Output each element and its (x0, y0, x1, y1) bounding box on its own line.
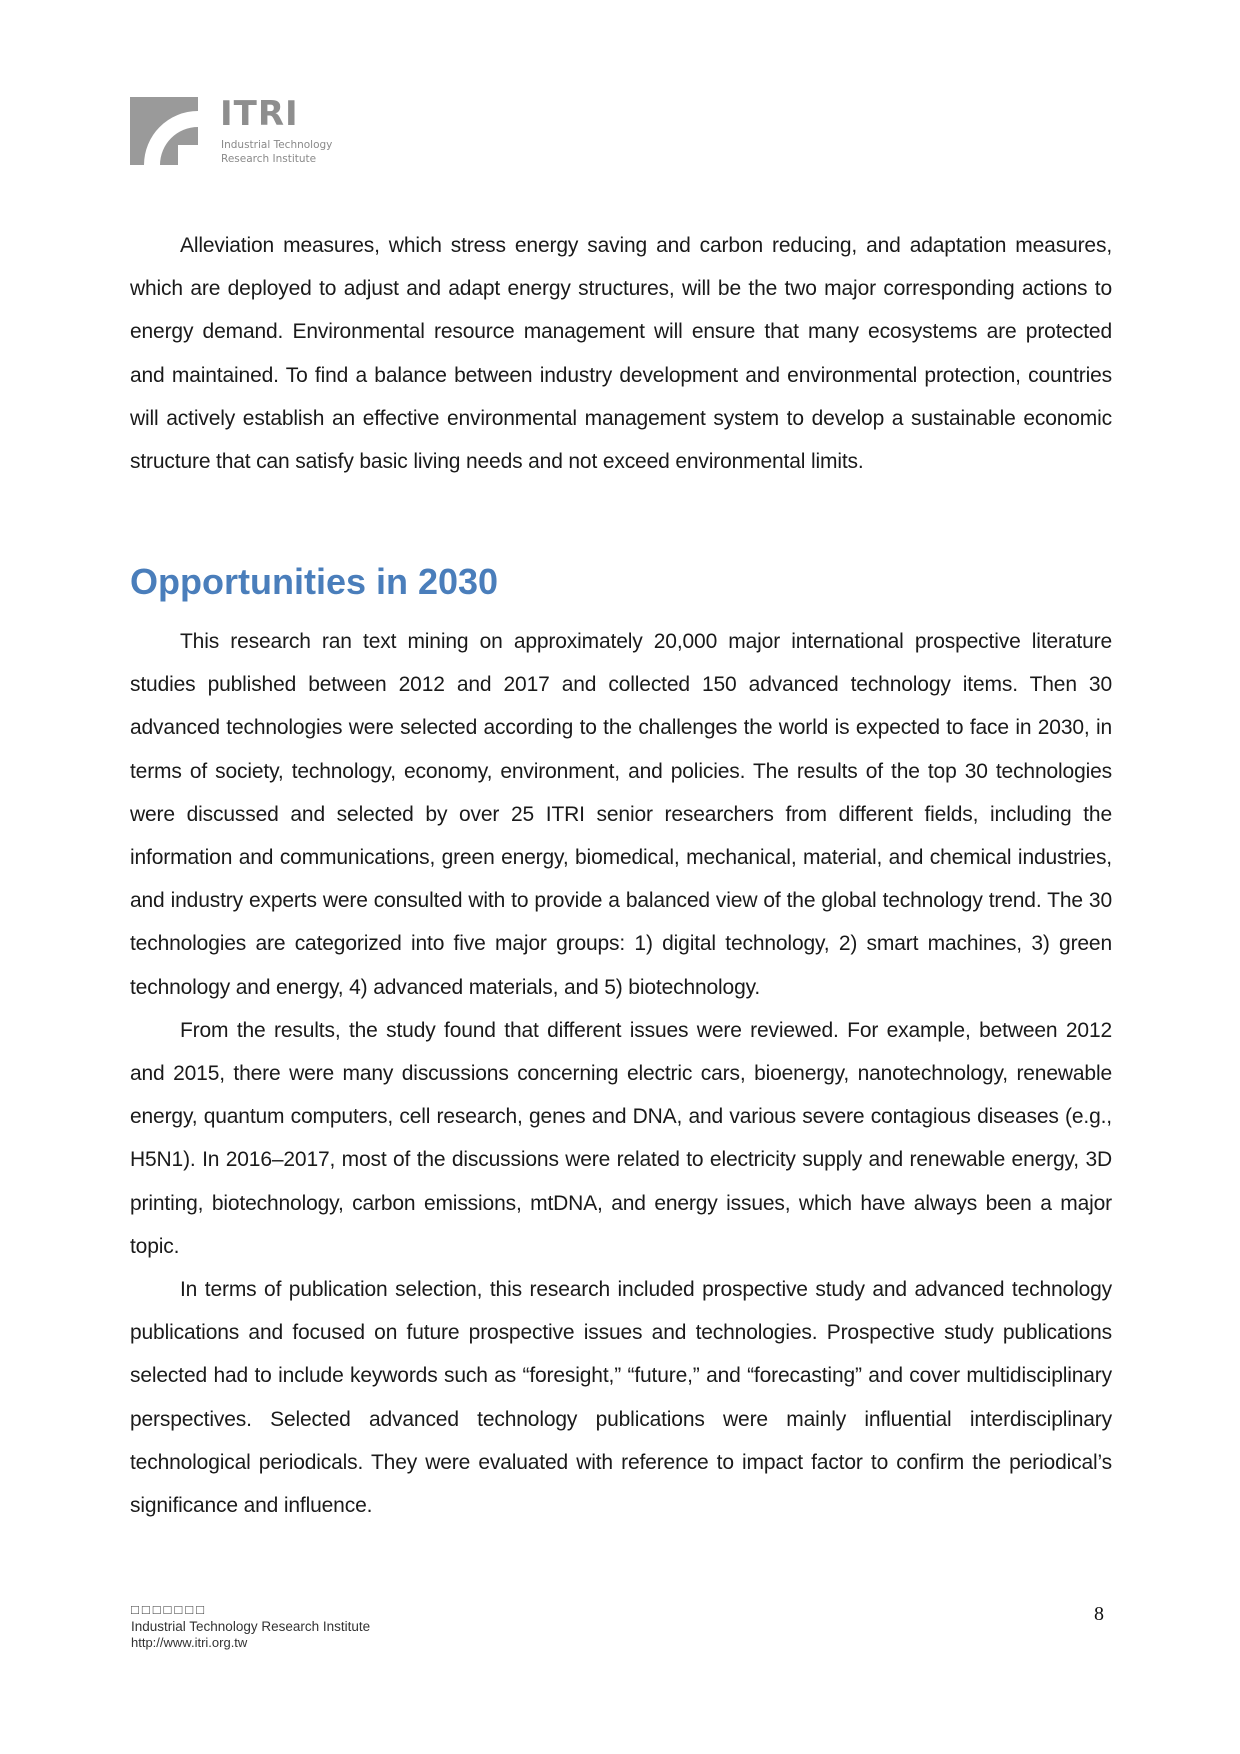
footer-organization: Industrial Technology Research Institute (131, 1619, 371, 1634)
body-paragraph: Alleviation measures, which stress energy saving and carbon reducing, and adaptation measures, which are deployed to adjust and adapt energy structures, will be the two major corresponding actions to energy demand. Environmental resource management will ensure that many ecosystems are protected and maintained. To find a balance between industry development and environmental protection, countries will actively establish an effective environmental management system to develop a sustainable economic structure that can satisfy basic living needs and not exceed environmental limits. (130, 234, 1112, 474)
body-paragraph: This research ran text mining on approximately 20,000 major international prospective literature studies published between 2012 and 2017 and collected 150 advanced technology items. Then 30 advanced technologies were selected according to the challenges the world is expected to face in 2030, in terms of society, technology, economy, environment, and policies. The results of the top 30 technologies were discussed and selected by over 25 ITRI senior researchers from different fields, including the information and communications, green energy, biomedical, mechanical, material, and chemical industries, and industry experts were consulted with to provide a balanced view of the global technology trend. The 30 technologies are categorized into five major groups: 1) digital technology, 2) smart machines, 3) green technology and energy, 4) advanced materials, and 5) biotechnology. (130, 630, 1112, 999)
logo-wordmark: ITRI (220, 94, 299, 134)
itri-logo (130, 94, 360, 167)
page-footer (131, 1602, 370, 1650)
section-heading: Opportunities in 2030 (130, 561, 499, 602)
logo-subtitle-line2: Research Institute (221, 153, 317, 165)
logo-subtitle-line1: Industrial Technology (221, 139, 333, 151)
intro-section (130, 224, 1112, 483)
body-paragraph: From the results, the study found that different issues were reviewed. For example, between 2012 and 2015, there were many discussions concerning electric cars, bioenergy, nanotechnology, renewable energy, quantum computers, cell research, genes and DNA, and various severe contagious diseases (e.g., H5N1). In 2016–2017, most of the discussions were related to electricity supply and renewable energy, 3D printing, biotechnology, carbon emissions, mtDNA, and energy issues, which have always been a major topic. (130, 1018, 1112, 1258)
body-paragraph: In terms of publication selection, this research included prospective study and advanced technology publications and focused on future prospective issues and technologies. Prospective study publications selected had to include keywords such as “foresight,” “future,” and “forecasting” and cover multidisciplinary perspectives. Selected advanced technology publications were mainly influential interdisciplinary technological periodicals. They were evaluated with reference to impact factor to confirm the periodical’s significance and influence. (130, 1278, 1112, 1518)
itri-logo-mark-icon (130, 97, 198, 165)
page-number: 8 (1094, 1603, 1104, 1625)
footer-url-link[interactable]: http://www.itri.org.tw (131, 1635, 248, 1650)
opportunities-section (130, 620, 1112, 1527)
footer-placeholder-glyphs: □□□□□□□ (131, 1602, 207, 1617)
